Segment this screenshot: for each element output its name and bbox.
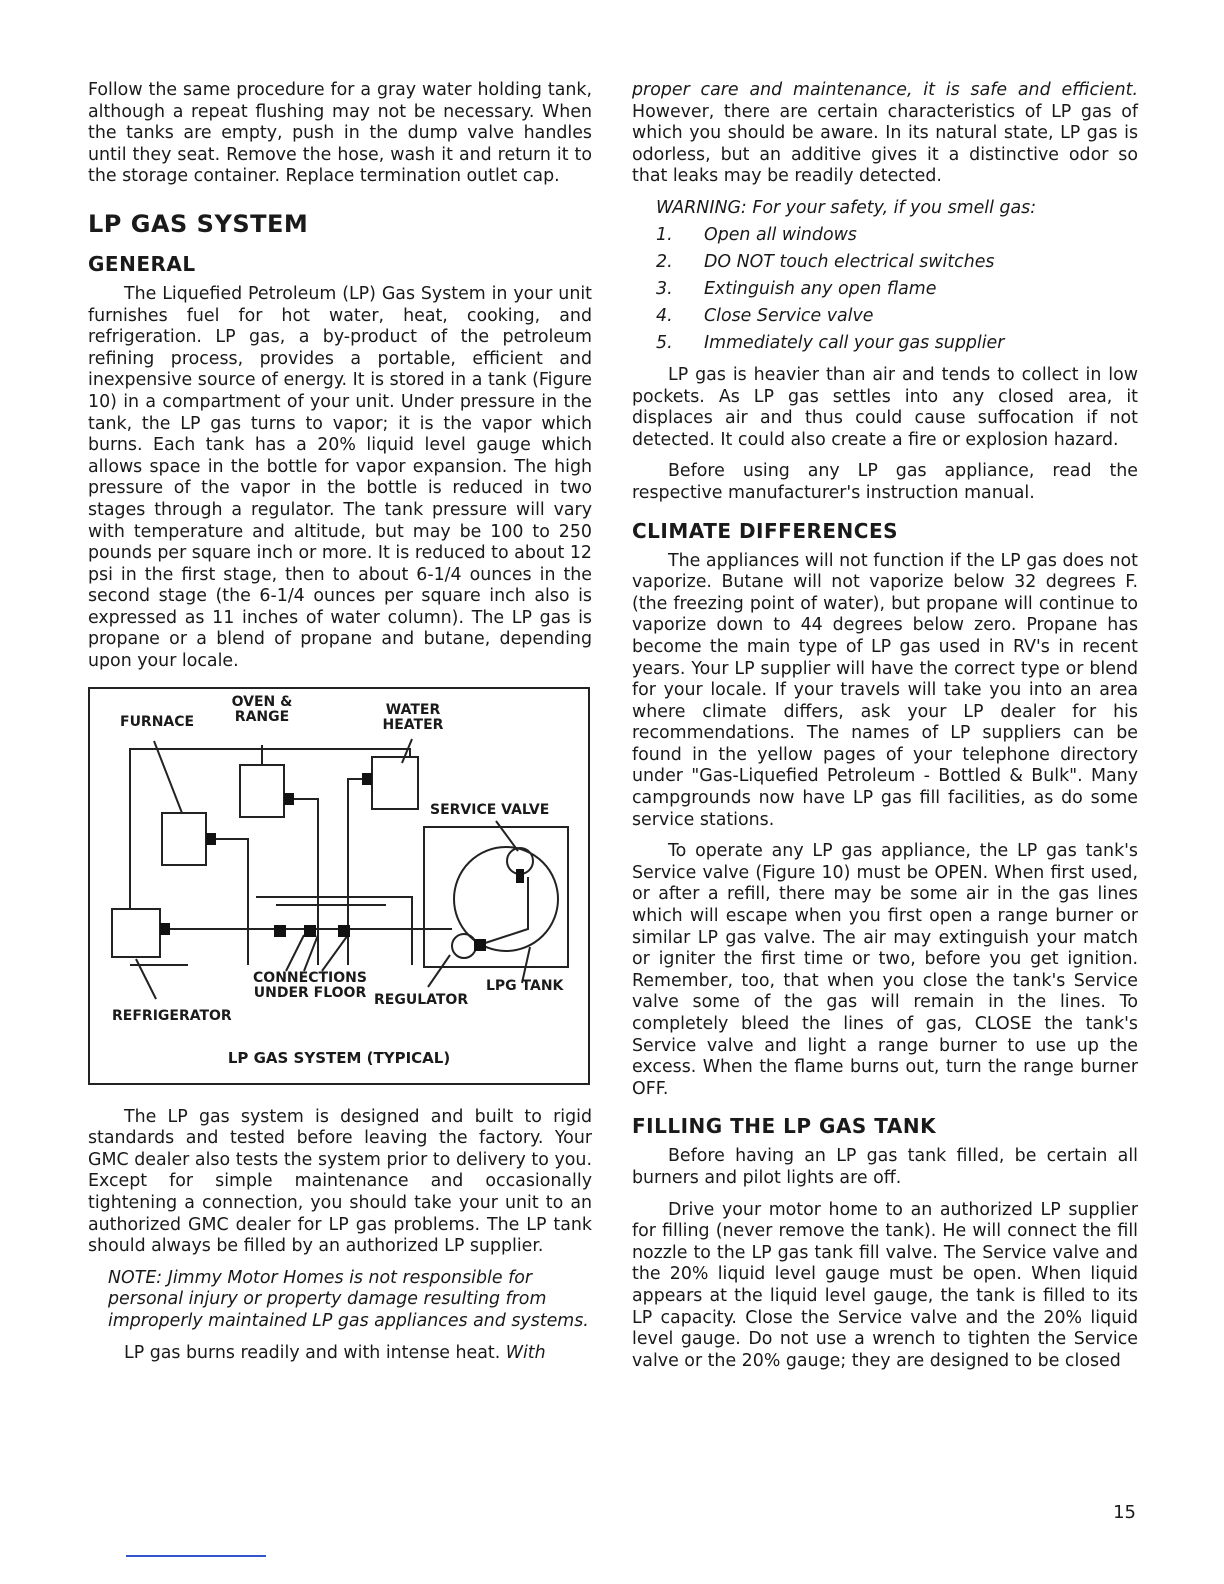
diagram-caption: LP GAS SYSTEM (TYPICAL) [227, 1048, 451, 1067]
climate-paragraph: The appliances will not function if the LP gas does not vaporize. Butane will not vaporize below 32 degrees F.(the freezing point of water), but propane will continue to vaporize down to 44 degrees below zero. Propane has become the main type of LP gas used in RV's in recent years. Your LP supplier will have the correct type or blend for your locale. If your travels will take you into an area where climate differs, ask your LP dealer for his recommendations. The names of LP suppliers can be found in the yellow pages of your telephone directory under "Gas-Liquefied Petroleum - Bottled & Bulk". Many campgrounds now have LP gas fill facilities, as do some service stations. [632, 550, 1138, 830]
warning-step: 5. Immediately call your gas supplier [656, 332, 1005, 353]
continued-text: However, there are certain characteristics of LP gas of which you should be aware. In its natural state, LP gas is odorless, but an additive gives it a distinctive odor so that leaks may be readily detected. [632, 101, 1138, 187]
warning-step: 3. Extinguish any open flame [656, 278, 937, 299]
warning-heading: WARNING: For your safety, if you smell gas: [656, 197, 1037, 218]
filling-paragraph-1: Before having an LP gas tank filled, be certain all burners and pilot lights are off. [632, 1146, 1138, 1188]
regulator-label: REGULATOR [374, 991, 469, 1008]
operate-paragraph: To operate any LP gas appliance, the LP gas tank's Service valve (Figure 10) must be OPEN. When first used, or after a refill, there may be some air in the gas lines which will escape when you first open a range burner or similar LP gas valve. The air may extinguish your match or igniter the first time or two, before you get ignition. Remember, too, that when you close the tank's Service valve some of the gas will remain in the lines. To completely bleed the lines of gas, CLOSE the tank's Service valve and light a range burner to use up the excess. When the flame burns out, turn the range burner OFF. [632, 841, 1138, 1099]
burns-text: LP gas burns readily and with intense heat. [124, 1342, 501, 1363]
continued-italic-text: proper care and maintenance, it is safe and efficient. [632, 80, 1138, 100]
disclaimer-note: NOTE: Jimmy Motor Homes is not responsible for personal injury or property damage resulting from improperly maintained LP gas appliances and systems. [108, 1267, 589, 1331]
warning-step: 4. Close Service valve [656, 305, 874, 326]
general-paragraph: The Liquefied Petroleum (LP) Gas System in your unit furnishes fuel for hot water, heat, cooking, and refrigeration. LP gas, a by-product of the petroleum refining process, provides a portable, efficient and inexpensive source of energy. It is stored in a tank (Figure 10) in a compartment of your unit. Under pressure in the tank, the LP gas turns to vapor; it is the vapor which burns. Each tank has a 20% liquid level gauge which allows space in the bottle for vapor expansion. The high pressure of the vapor in the bottle is reduced in two stages through a regulator. The tank pressure will vary with temperature and altitude, but may be 100 to 250 pounds per square inch or more. It is reduced to about 12 psi in the first stage, then to about 6-1/4 ounces in the second stage (the 6-1/4 ounces per square inch also is expressed as 11 inches of water column). The LP gas is propane or a blend of propane and butane, depending upon your locale. [88, 283, 592, 672]
continued-paragraph [632, 80, 1138, 188]
lp-gas-system-heading: LP GAS SYSTEM [88, 209, 309, 238]
water-heater-label: WATER HEATER [382, 701, 444, 733]
intro-paragraph: Follow the same procedure for a gray water holding tank, although a repeat flushing may not be necessary. When the tanks are empty, push in the dump valve handles until they seat. Remove the hose, wash it and return it to the storage container. Replace termination outlet cap. [88, 80, 592, 187]
oven-range-box [240, 765, 284, 817]
regulator-circle [452, 934, 476, 958]
filling-tank-heading: FILLING THE LP GAS TANK [632, 1114, 937, 1139]
refrigerator-label: REFRIGERATOR [112, 1007, 232, 1024]
filling-paragraph-2: Drive your motor home to an authorized LP supplier for filling (never remove the tank). He will connect the fill nozzle to the LP gas tank fill valve. The Service valve and the 20% liquid level gauge must be open. When liquid appears at the liquid level gauge, the tank is filled to its LP capacity. Close the Service valve and the 20% liquid level gauge. Do not use a wrench to tighten the Service valve or the 20% gauge; they are designed to be closed [632, 1199, 1138, 1371]
before-using-paragraph: Before using any LP gas appliance, read the respective manufacturer's instruction manual. [632, 461, 1138, 503]
right-column [632, 80, 1138, 1382]
left-column [88, 80, 592, 1374]
oven-range-label: OVEN & RANGE [231, 693, 293, 725]
lp-gas-system-diagram [88, 687, 590, 1085]
furnace-box [162, 813, 206, 865]
furnace-label: FURNACE [120, 713, 195, 730]
refrigerator-box [112, 909, 160, 957]
standards-paragraph: The LP gas system is designed and built to rigid standards and tested before leaving the factory. Your GMC dealer also tests the system prior to delivery to you. Except for simple maintenance and occasionally tightening a connection, you should take your unit to an authorized GMC dealer for LP gas problems. The LP tank should always be filled by an authorized LP supplier. [88, 1106, 592, 1257]
water-heater-box [372, 757, 418, 809]
heavier-paragraph: LP gas is heavier than air and tends to collect in low pockets. As LP gas settles into any closed area, it displaces air and thus could cause suffocation if not detected. It could also create a fire or explosion hazard. [632, 364, 1138, 450]
service-valve-label: SERVICE VALVE [430, 801, 550, 818]
warning-step: 1. Open all windows [656, 224, 857, 245]
page-number: 15 [1113, 1502, 1136, 1523]
connections-label: CONNECTIONS UNDER FLOOR [253, 969, 367, 1001]
climate-differences-heading: CLIMATE DIFFERENCES [632, 518, 899, 543]
lpg-tank-label: LPG TANK [486, 977, 564, 994]
burns-continuation: With [505, 1342, 546, 1363]
general-heading: GENERAL [88, 251, 196, 276]
warning-step: 2. DO NOT touch electrical switches [656, 251, 995, 272]
footer-rule [126, 1555, 266, 1557]
warning-steps-list [632, 222, 1138, 357]
burns-paragraph [88, 1343, 592, 1365]
